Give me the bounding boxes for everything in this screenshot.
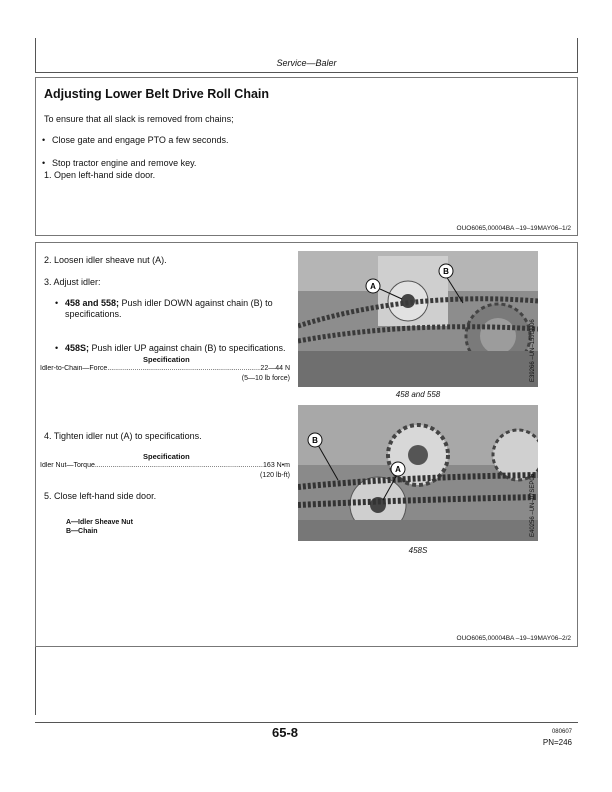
photo-458-558 (298, 251, 538, 387)
spec-row-torque (40, 462, 290, 469)
spec-value: 22—44 N (260, 365, 290, 372)
callout-a: A (395, 465, 401, 474)
step-4: 4. Tighten idler nut (A) to specifications. (44, 431, 202, 441)
chain-photo-illustration (298, 251, 538, 387)
photo-caption: 458 and 558 (395, 390, 441, 399)
dot-leader (95, 462, 263, 469)
spec-label: Idler Nut—Torque (40, 462, 95, 469)
bullet-item: • Stop tractor engine and remove key. (40, 158, 581, 169)
spec-value-imperial: (120 lb-ft) (260, 472, 290, 479)
bullet-text: Push idler DOWN against chain (B) to specifications. (65, 298, 273, 319)
photo-458s (298, 405, 538, 541)
dot-leader (107, 365, 260, 372)
bullet-458-558 (53, 298, 305, 320)
bullet-text: Push idler UP against chain (B) to specifications. (89, 343, 286, 353)
bullet-bold: 458 and 558; (65, 298, 120, 308)
spec-label: Idler-to-Chain—Force (40, 365, 108, 372)
callout-b: B (443, 267, 449, 276)
callout-b: B (312, 436, 318, 445)
header-rule (35, 72, 578, 73)
footer-date: 080607 (551, 729, 572, 735)
step-3: 3. Adjust idler: (44, 277, 101, 287)
callout-a: A (370, 282, 376, 291)
section-title: Adjusting Lower Belt Drive Roll Chain (44, 87, 270, 101)
page-number: 65-8 (272, 725, 299, 740)
bullet-bold: 458S; (65, 343, 90, 353)
spec-value-imperial: (5—10 lb force) (241, 375, 290, 382)
step-2: 2. Loosen idler sheave nut (A). (44, 255, 167, 265)
spec-title: Specification (143, 355, 190, 364)
spec-row-force (40, 365, 290, 372)
footer-rule (35, 722, 578, 723)
intro-text: To ensure that all slack is removed from chains; (44, 114, 234, 124)
legend-b: B—Chain (66, 528, 98, 535)
photo-id: E40256 –UN–07SEP06 (530, 473, 536, 537)
chain-photo-illustration (298, 405, 538, 541)
bullet-458s (53, 343, 305, 354)
step-5: 5. Close left-hand side door. (44, 491, 157, 501)
section-1 (35, 77, 578, 236)
legend-a: A—Idler Sheave Nut (66, 519, 133, 526)
spec-title: Specification (143, 452, 190, 461)
bullet-item: • Close gate and engage PTO a few seconds. (40, 135, 581, 146)
reference-code: OUO6065,00004BA –19–19MAY06–1/2 (456, 225, 571, 232)
step-1: 1. Open left-hand side door. (44, 170, 156, 180)
photo-id: E39266 –UN–15JUN06 (530, 319, 536, 382)
footer-pn: PN=246 (542, 738, 572, 747)
photo-caption: 458S (408, 546, 428, 555)
page-header: Service—Baler (276, 58, 337, 68)
reference-code: OUO6065,00004BA –19–19MAY06–2/2 (456, 635, 571, 642)
spec-value: 163 N•m (263, 462, 290, 469)
